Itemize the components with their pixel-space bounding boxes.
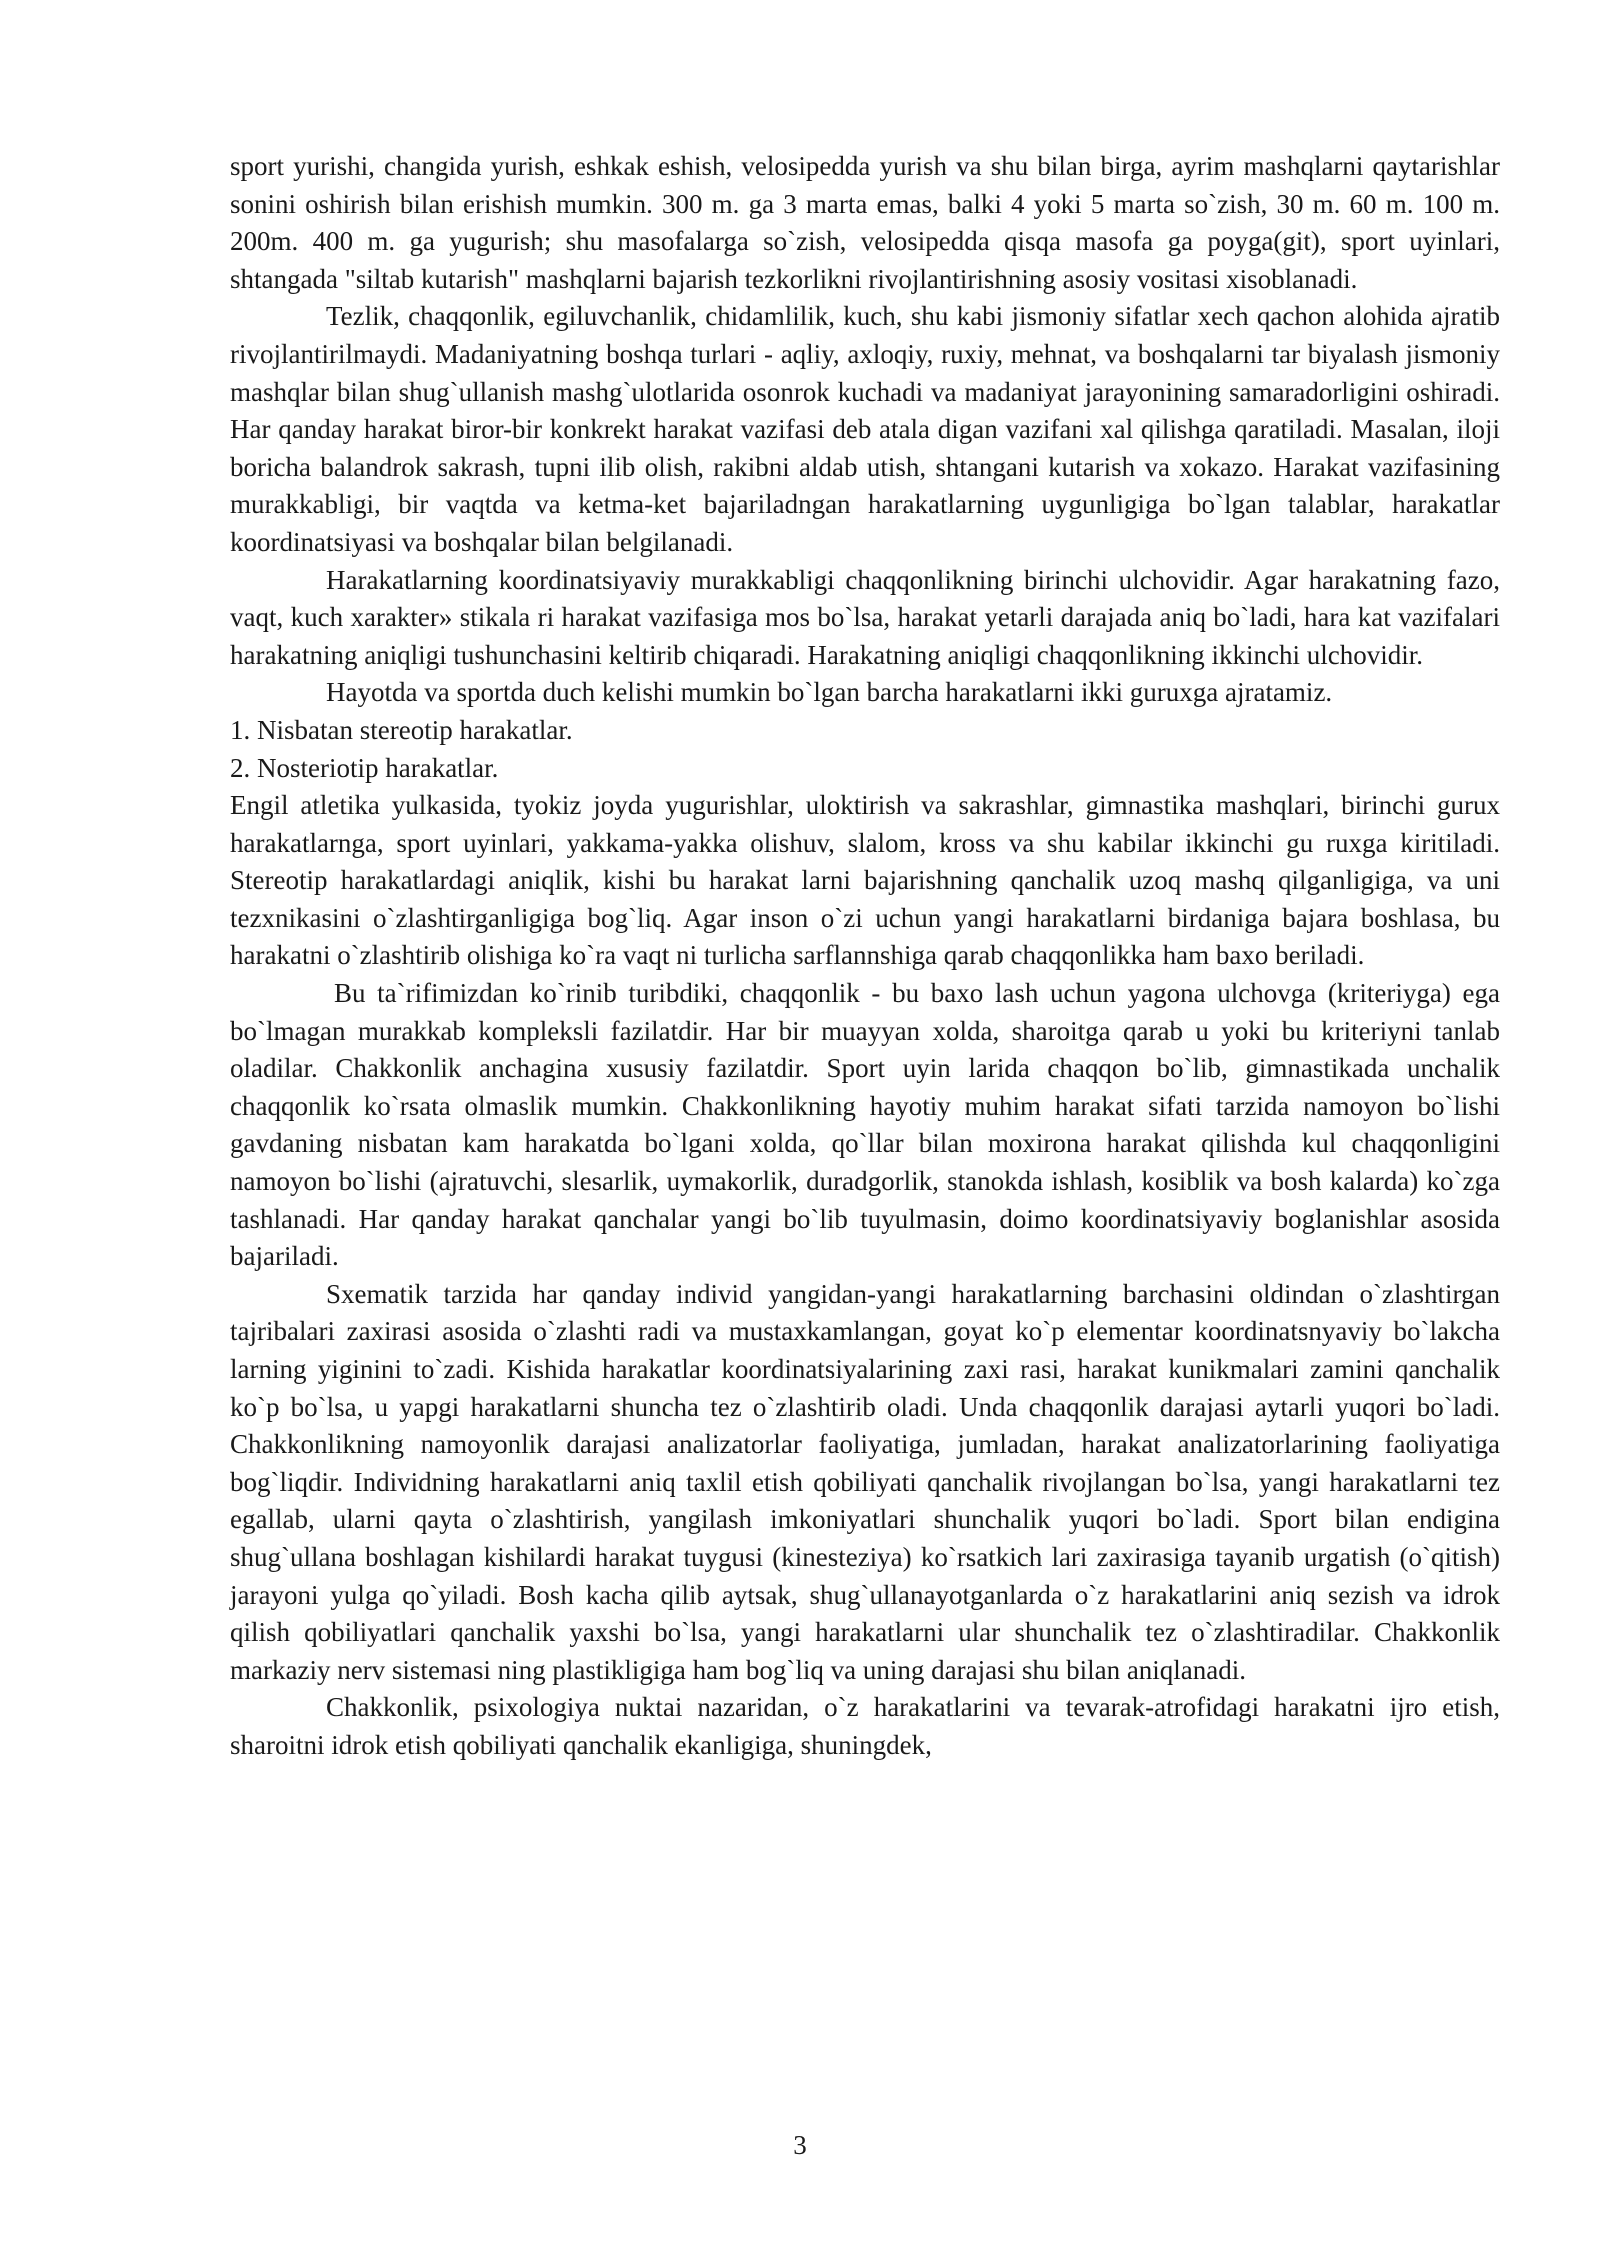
page-number: 3 [793, 2130, 807, 2160]
paragraph-two-groups: Hayotda va sportda duch kelishi mumkin bo`lgan barcha harakatlarni ikki guruxga ajratamiz. [326, 677, 1333, 708]
paragraph-physical-qualities: Tezlik, chaqqonlik, egiluvchanlik, chidamlilik, kuch, shu kabi jismoniy sifatlar xech qachon alohida ajratib rivojlantirilmaydi. Madaniyatning boshqa turlari - aqliy, axloqiy, ruxiy, mehnat, va boshqalarni tar biyalash jismoniy mashqlar bilan shug`ullanish mashg`ulotlarida osonrok kuchadi va madaniyat jarayonining samaradorligini oshiradi. Har qanday harakat biror-bir konkrekt harakat vazifasi deb atala digan vazifani xal qilishga qaratiladi. Masalan, iloji boricha balandrok sakrash, tupni ilib olish, rakibni aldab utish, shtangani kutarish va xokazo. Harakat vazifasining murakkabligi, bir vaqtda va ketma-ket bajariladngan harakatlarning uygunligiga bo`lgan talablar, harakatlar koordinatsiyasi va boshqalar bilan belgilanadi. [230, 301, 1500, 557]
document-page [230, 148, 1500, 1765]
paragraph-schematic: Sxematik tarzida har qanday individ yangidan-yangi harakatlarning barchasini oldindan o`zlashtirgan tajribalari zaxirasi asosida o`zlashti radi va mustaxkamlangan, goyat ko`p elementar koordinatsnyaviy bo`lakcha larning yiginini to`zadi. Kishida harakatlar koordinatsiyalarining zaxi rasi, harakat kunikmalari zamini qanchalik ko`p bo`lsa, u yapgi harakatlarni shuncha tez o`zlashtirib oladi. Unda chaqqonlik darajasi aytarli yuqori bo`ladi. Chakkonlikning namoyonlik darajasi analizatorlar faoliyatiga, jumladan, harakat analizatorlarining faoliyatiga bog`liqdir. Individning harakatlarni aniq taxlil etish qobiliyati qanchalik rivojlangan bo`lsa, yangi harakatlarni tez egallab, ularni qayta o`zlashtirish, yangilash imkoniyatlari shunchalik yuqori bo`ladi. Sport bilan endigina shug`ullana boshlagan kishilardi harakat tuygusi (kinesteziya) ko`rsatkich lari zaxirasiga tayanib urgatish (o`qitish) jarayoni yulga qo`yiladi. Bosh kacha qilib aytsak, shug`ullanayotganlarda o`z harakatlarini aniq sezish va idrok qilish qobiliyatlari qanchalik yaxshi bo`lsa, yangi harakatlarni ular shunchalik tez o`zlashtiradilar. Chakkonlik markaziy nerv sistemasi ning plastikligiga ham bog`liq va uning darajasi shu bilan aniqlanadi. [230, 1278, 1500, 1685]
list-item-stereotype: 1. Nisbatan stereotip harakatlar. [230, 714, 573, 745]
list-item-non-stereotype: 2. Nosteriotip harakatlar. [230, 752, 499, 783]
paragraph-coordination: Harakatlarning koordinatsiyaviy murakkabligi chaqqonlikning birinchi ulchovidir. Agar harakatning fazo, vaqt, kuch xarakter» stikala ri harakat vazifasiga mos bo`lsa, harakat yetarli darajada aniq bo`ladi, hara kat vazifalari harakatning aniqligi tushunchasini keltirib chiqaradi. Harakatning aniqligi chaqqonlikning ikkinchi ulchovidir. [230, 564, 1500, 670]
paragraph-continuation: sport yurishi, changida yurish, eshkak eshish, velosipedda yurish va shu bilan birga, ayrim mashqlarni qaytarishlar sonini oshirish bilan erishish mumkin. 300 m. ga 3 marta emas, balki 4 yoki 5 marta so`zish, 30 m. 60 m. 100 m. 200m. 400 m. ga yugurish; shu masofalarga so`zish, velosipedda qisqa masofa ga poyga(git), sport uyinlari, shtangada "siltab kutarish" mashqlarni bajarish tezkorlikni rivojlantirishning asosiy vositasi xisoblanadi. [230, 151, 1500, 294]
paragraph-definition: Bu ta`rifimizdan ko`rinib turibdiki, chaqqonlik - bu baxo lash uchun yagona ulchovga (kriteriyga) ega bo`lmagan murakkab kompleksli fazilatdir. Har bir muayyan xolda, sharoitga qarab u yoki bu kriteriyni tanlab oladilar. Chakkonlik anchagina xususiy fazilatdir. Sport uyin larida chaqqon bo`lib, gimnastikada unchalik chaqqonlik ko`rsata olmaslik mumkin. Chakkonlikning hayotiy muhim harakat sifati tarzida namoyon bo`lishi gavdaning nisbatan kam harakatda bo`lgani xolda, qo`llar bilan moxirona harakat qilishda kul chaqqonligini namoyon bo`lishi (ajratuvchi, slesarlik, uymakorlik, duradgorlik, stanokda ishlash, kosiblik va bosh kalarda) ko`zga tashlanadi. Har qanday harakat qanchalar yangi bo`lib tuyulmasin, doimo koordinatsiyaviy boglanishlar asosida bajariladi. [230, 978, 1500, 1272]
paragraph-psychology: Chakkonlik, psixologiya nuktai nazaridan, o`z harakatlarini va tevarak-atrofidagi harakatni ijro etish, sharoitni idrok etish qobiliyati qanchalik ekanligiga, shuningdek, [230, 1692, 1500, 1760]
paragraph-athletics-examples: Engil atletika yulkasida, tyokiz joyda yugurishlar, uloktirish va sakrashlar, gimnastika mashqlari, birinchi gurux harakatlarnga, sport uyinlari, yakkama-yakka olishuv, slalom, kross va shu kabilar ikkinchi gu ruxga kiritiladi. Stereotip harakatlardagi aniqlik, kishi bu harakat larni bajarishning qanchalik uzoq mashq qilganligiga, va uni tezxnikasini o`zlashtirganligiga bog`liq. Agar inson o`zi uchun yangi harakatlarni birdaniga bajara boshlasa, bu harakatni o`zlashtirib olishiga ko`ra vaqt ni turlicha sarflannshiga qarab chaqqonlikka ham baxo beriladi. [230, 790, 1500, 971]
